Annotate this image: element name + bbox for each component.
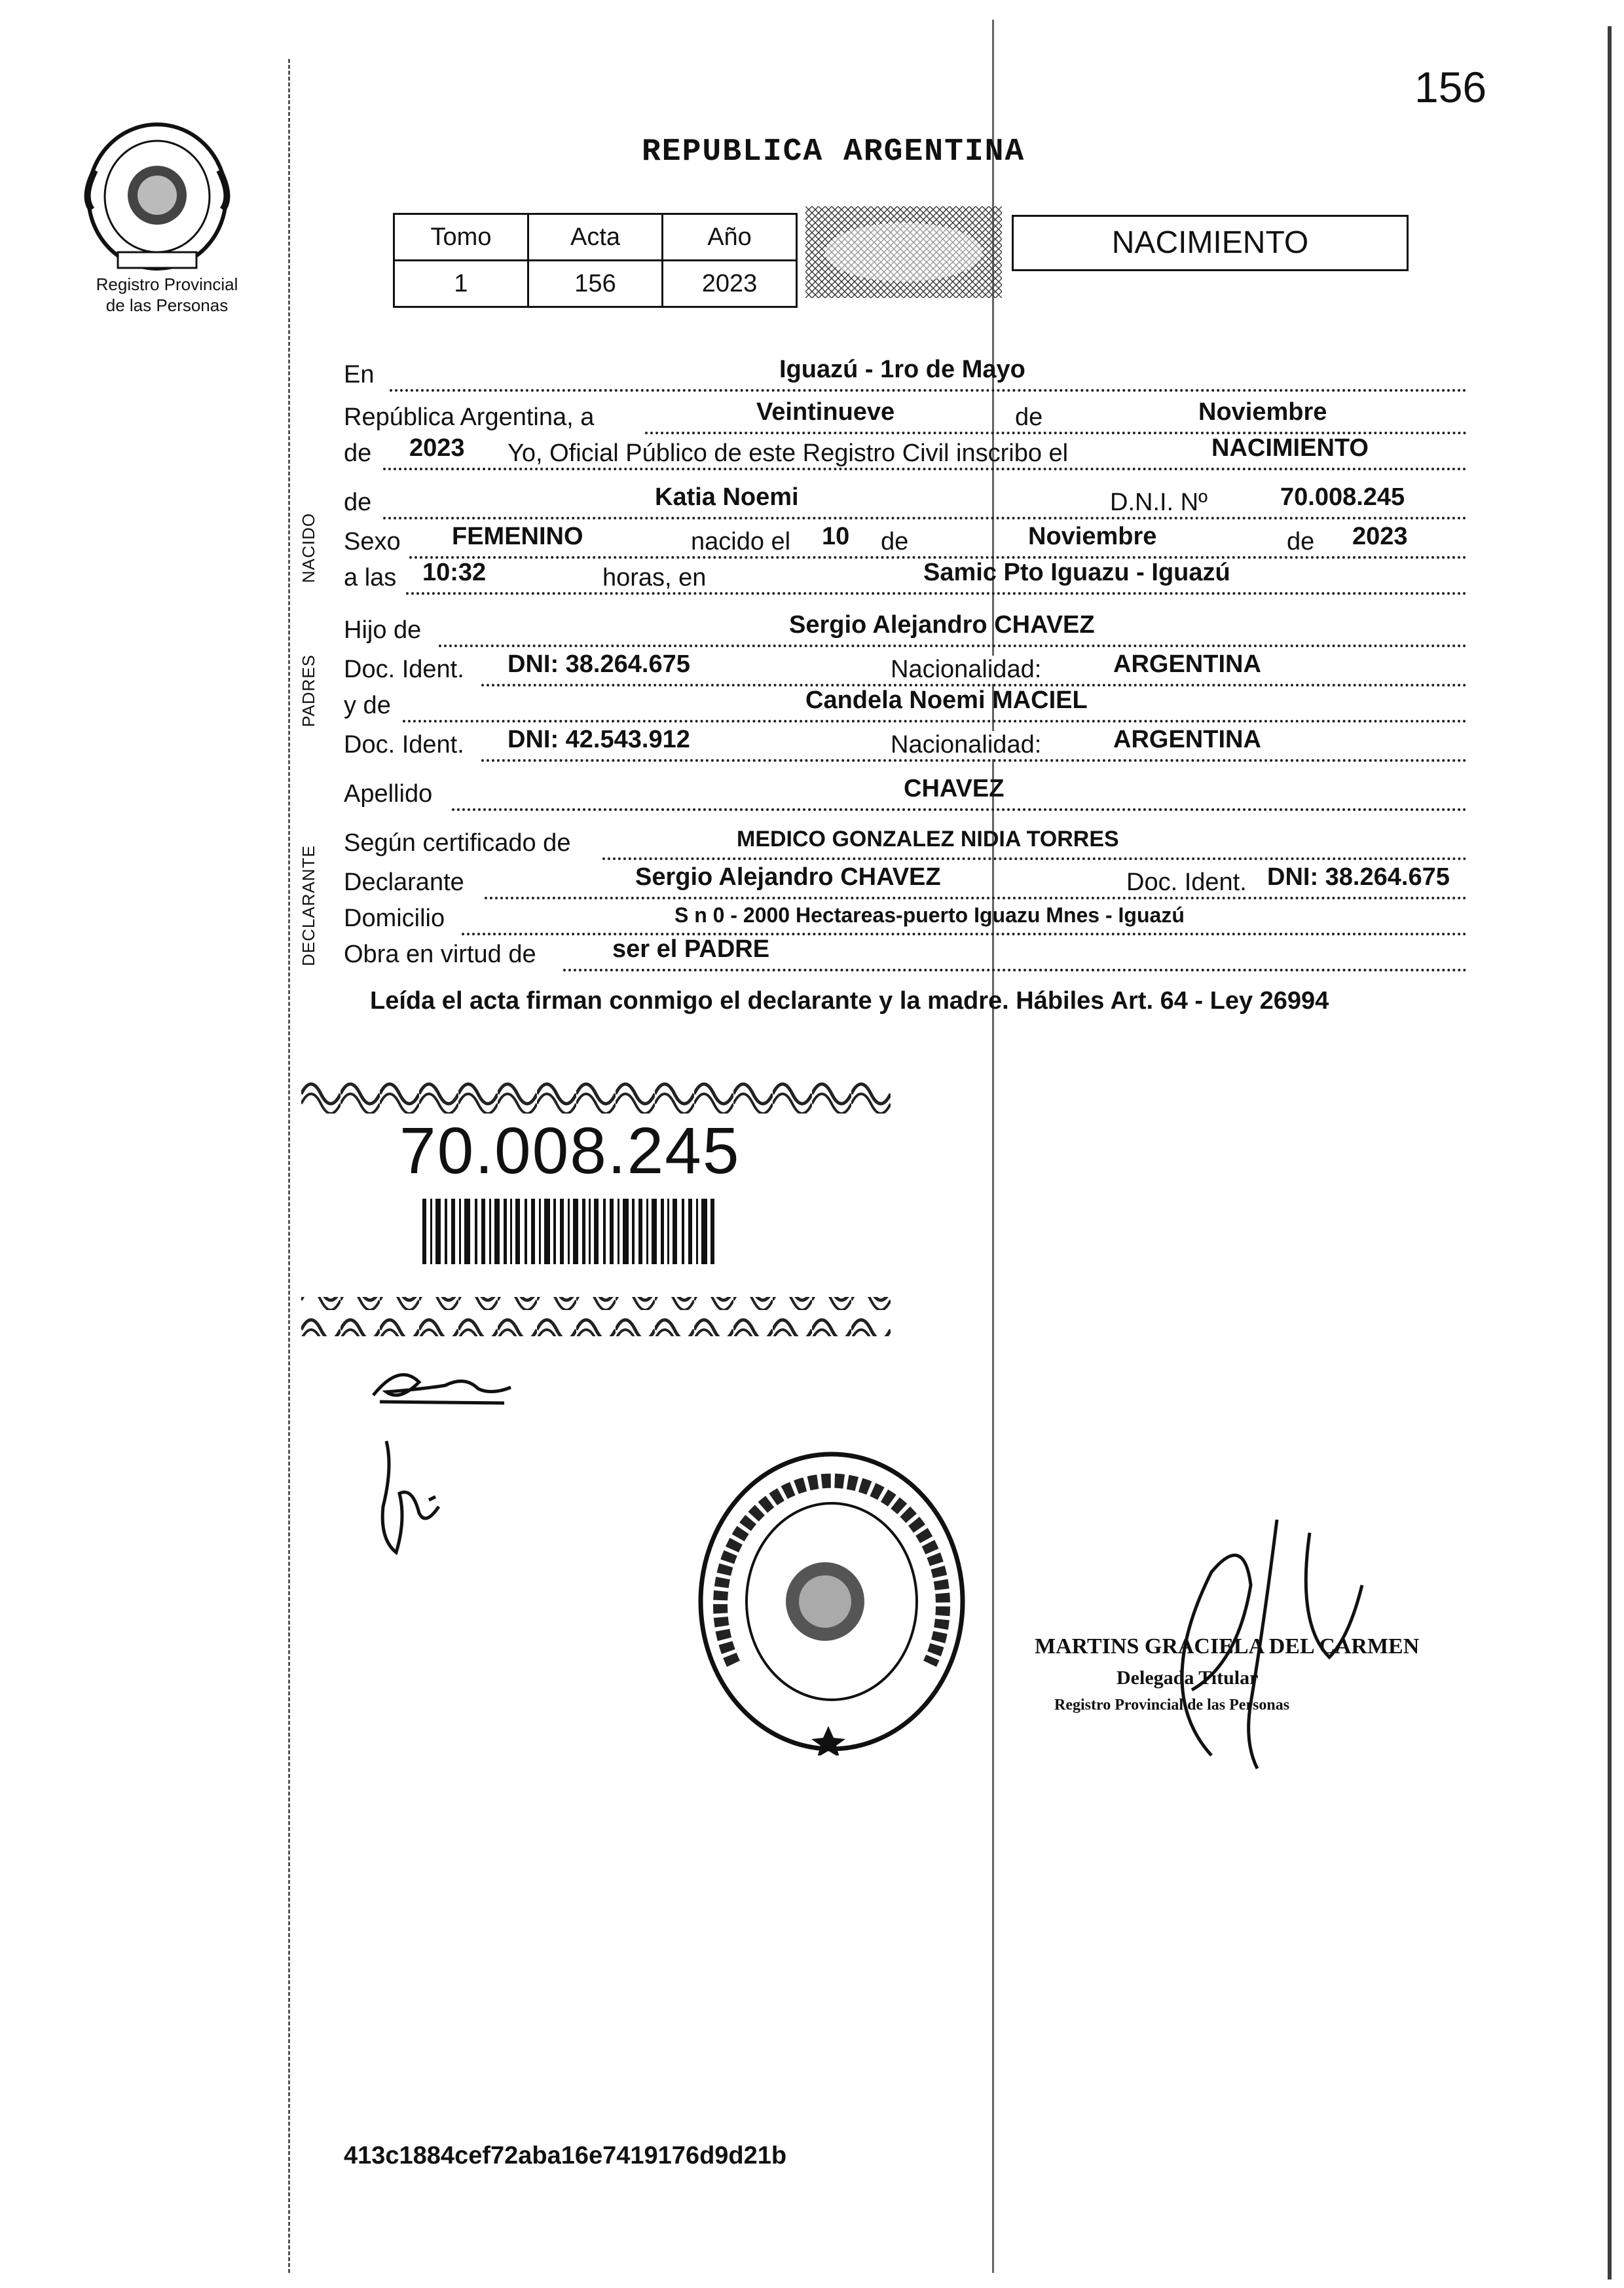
document-type-box: NACIMIENTO bbox=[1012, 215, 1409, 271]
dotted-line bbox=[563, 969, 1467, 971]
label-nacionalidad: Nacionalidad: bbox=[891, 656, 1042, 683]
value-father-name: Sergio Alejandro CHAVEZ bbox=[789, 611, 1095, 639]
label-doc-ident2: Doc. Ident. bbox=[344, 731, 464, 759]
value-birth-time: 10:32 bbox=[422, 559, 487, 586]
registry-table bbox=[393, 213, 798, 308]
label-obra: Obra en virtud de bbox=[344, 941, 536, 968]
value-sex: FEMENINO bbox=[452, 523, 583, 550]
value-day-words: Veintinueve bbox=[756, 398, 895, 426]
province-emblem-icon bbox=[79, 118, 236, 275]
row-father bbox=[344, 609, 1467, 654]
dotted-line bbox=[602, 857, 1467, 860]
label-yde: y de bbox=[344, 692, 391, 719]
label-yo: Yo, Oficial Público de este Registro Civil inscribo el bbox=[507, 440, 1069, 467]
label-hijo: Hijo de bbox=[344, 616, 422, 644]
dotted-line bbox=[383, 468, 1467, 470]
official-name: MARTINS GRACIELA DEL CARMEN bbox=[1035, 1634, 1420, 1659]
value-mother-name: Candela Noemi MACIEL bbox=[805, 686, 1088, 714]
row-capacity bbox=[344, 933, 1467, 978]
label-en: En bbox=[344, 361, 375, 388]
label-domicilio: Domicilio bbox=[344, 905, 445, 932]
value-father-doc: DNI: 38.264.675 bbox=[507, 650, 690, 678]
row-mother bbox=[344, 685, 1467, 729]
closing-note: Leída el acta firman conmigo el declarante y la madre. Hábiles Art. 64 - Ley 26994 bbox=[370, 987, 1329, 1015]
logo-caption bbox=[79, 274, 255, 316]
declarant-signature-icon bbox=[360, 1356, 530, 1572]
side-label-padres: PADRES bbox=[299, 654, 318, 727]
dotted-line bbox=[403, 720, 1467, 722]
label-de3: de bbox=[344, 489, 372, 516]
value-birth-year: 2023 bbox=[1352, 523, 1408, 550]
value-declarant-doc: DNI: 38.264.675 bbox=[1267, 863, 1450, 891]
value-birth-place: Samic Pto Iguazu - Iguazú bbox=[923, 559, 1230, 586]
security-pattern-icon bbox=[805, 206, 1002, 298]
row-surname bbox=[344, 773, 1467, 817]
label-nacionalidad2: Nacionalidad: bbox=[891, 731, 1042, 759]
value-birth-day: 10 bbox=[822, 523, 850, 550]
row-mother-doc bbox=[344, 724, 1467, 768]
label-certificado: Según certificado de bbox=[344, 829, 571, 857]
dotted-line bbox=[390, 389, 1467, 392]
dotted-line bbox=[383, 517, 1467, 519]
value-place: Iguazú - 1ro de Mayo bbox=[779, 356, 1025, 383]
value-child-name: Katia Noemi bbox=[655, 483, 799, 511]
official-office: Registro Provincial de las Personas bbox=[1054, 1697, 1290, 1714]
label-apellido: Apellido bbox=[344, 780, 433, 808]
row-time-place bbox=[344, 557, 1467, 601]
value-capacity: ser el PADRE bbox=[612, 935, 770, 963]
label-republica: República Argentina, a bbox=[344, 403, 595, 431]
header-acta: Acta bbox=[528, 214, 663, 261]
value-declarant: Sergio Alejandro CHAVEZ bbox=[635, 863, 941, 891]
row-certificate bbox=[344, 822, 1467, 867]
value-tomo: 1 bbox=[394, 261, 528, 307]
page-number: 156 bbox=[1414, 63, 1487, 111]
dotted-line bbox=[439, 645, 1467, 647]
dotted-line bbox=[452, 808, 1467, 811]
label-sexo: Sexo bbox=[344, 528, 401, 555]
value-mother-doc: DNI: 42.543.912 bbox=[507, 726, 690, 753]
logo-caption-line2: de las Personas bbox=[105, 295, 229, 315]
label-declarante: Declarante bbox=[344, 869, 464, 896]
value-father-nationality: ARGENTINA bbox=[1113, 650, 1261, 678]
label-alas: a las bbox=[344, 564, 397, 591]
value-acta: 156 bbox=[528, 261, 663, 307]
row-child-name bbox=[344, 481, 1467, 526]
official-role: Delegada Titular bbox=[1116, 1667, 1259, 1689]
value-surname: CHAVEZ bbox=[904, 775, 1005, 802]
scan-edge bbox=[1608, 26, 1612, 2279]
value-birth-month: Noviembre bbox=[1028, 523, 1157, 550]
label-horas: horas, en bbox=[602, 564, 707, 591]
document-hash: 413c1884cef72aba16e7419176d9d21b bbox=[344, 2142, 787, 2169]
label-doc-ident3: Doc. Ident. bbox=[1126, 869, 1247, 896]
value-mother-nationality: ARGENTINA bbox=[1113, 726, 1261, 753]
value-inscription-type: NACIMIENTO bbox=[1211, 434, 1369, 462]
official-seal-icon bbox=[694, 1448, 969, 1755]
label-doc-ident: Doc. Ident. bbox=[344, 656, 464, 683]
label-de5: de bbox=[1287, 528, 1315, 555]
page-title: REPUBLICA ARGENTINA bbox=[642, 134, 1025, 170]
row-place bbox=[344, 354, 1467, 398]
value-month: Noviembre bbox=[1198, 398, 1327, 426]
label-de: de bbox=[1015, 403, 1043, 431]
value-certificate: MEDICO GONZALEZ NIDIA TORRES bbox=[737, 827, 1119, 852]
value-anio: 2023 bbox=[663, 261, 797, 307]
margin-rule bbox=[288, 59, 291, 2273]
header-tomo: Tomo bbox=[394, 214, 528, 261]
logo-caption-line1: Registro Provincial bbox=[96, 274, 238, 294]
barcode-icon bbox=[422, 1199, 717, 1264]
dotted-line bbox=[406, 592, 1467, 595]
side-label-declarante: DECLARANTE bbox=[299, 845, 318, 966]
value-child-dni: 70.008.245 bbox=[1280, 483, 1405, 511]
label-de2: de bbox=[344, 440, 372, 467]
label-dni: D.N.I. Nº bbox=[1110, 489, 1208, 516]
label-de4: de bbox=[881, 528, 909, 555]
registry-value-row bbox=[394, 261, 797, 307]
value-address: S n 0 - 2000 Hectareas-puerto Iguazu Mnes - Iguazú bbox=[674, 903, 1185, 927]
id-card-number: 70.008.245 bbox=[399, 1114, 741, 1188]
label-nacido: nacido el bbox=[691, 528, 791, 555]
header-anio: Año bbox=[663, 214, 797, 261]
side-label-nacido: NACIDO bbox=[299, 512, 318, 583]
row-year bbox=[344, 432, 1467, 477]
registry-header-row bbox=[394, 214, 797, 261]
dotted-line bbox=[481, 759, 1467, 762]
value-year: 2023 bbox=[409, 434, 465, 462]
